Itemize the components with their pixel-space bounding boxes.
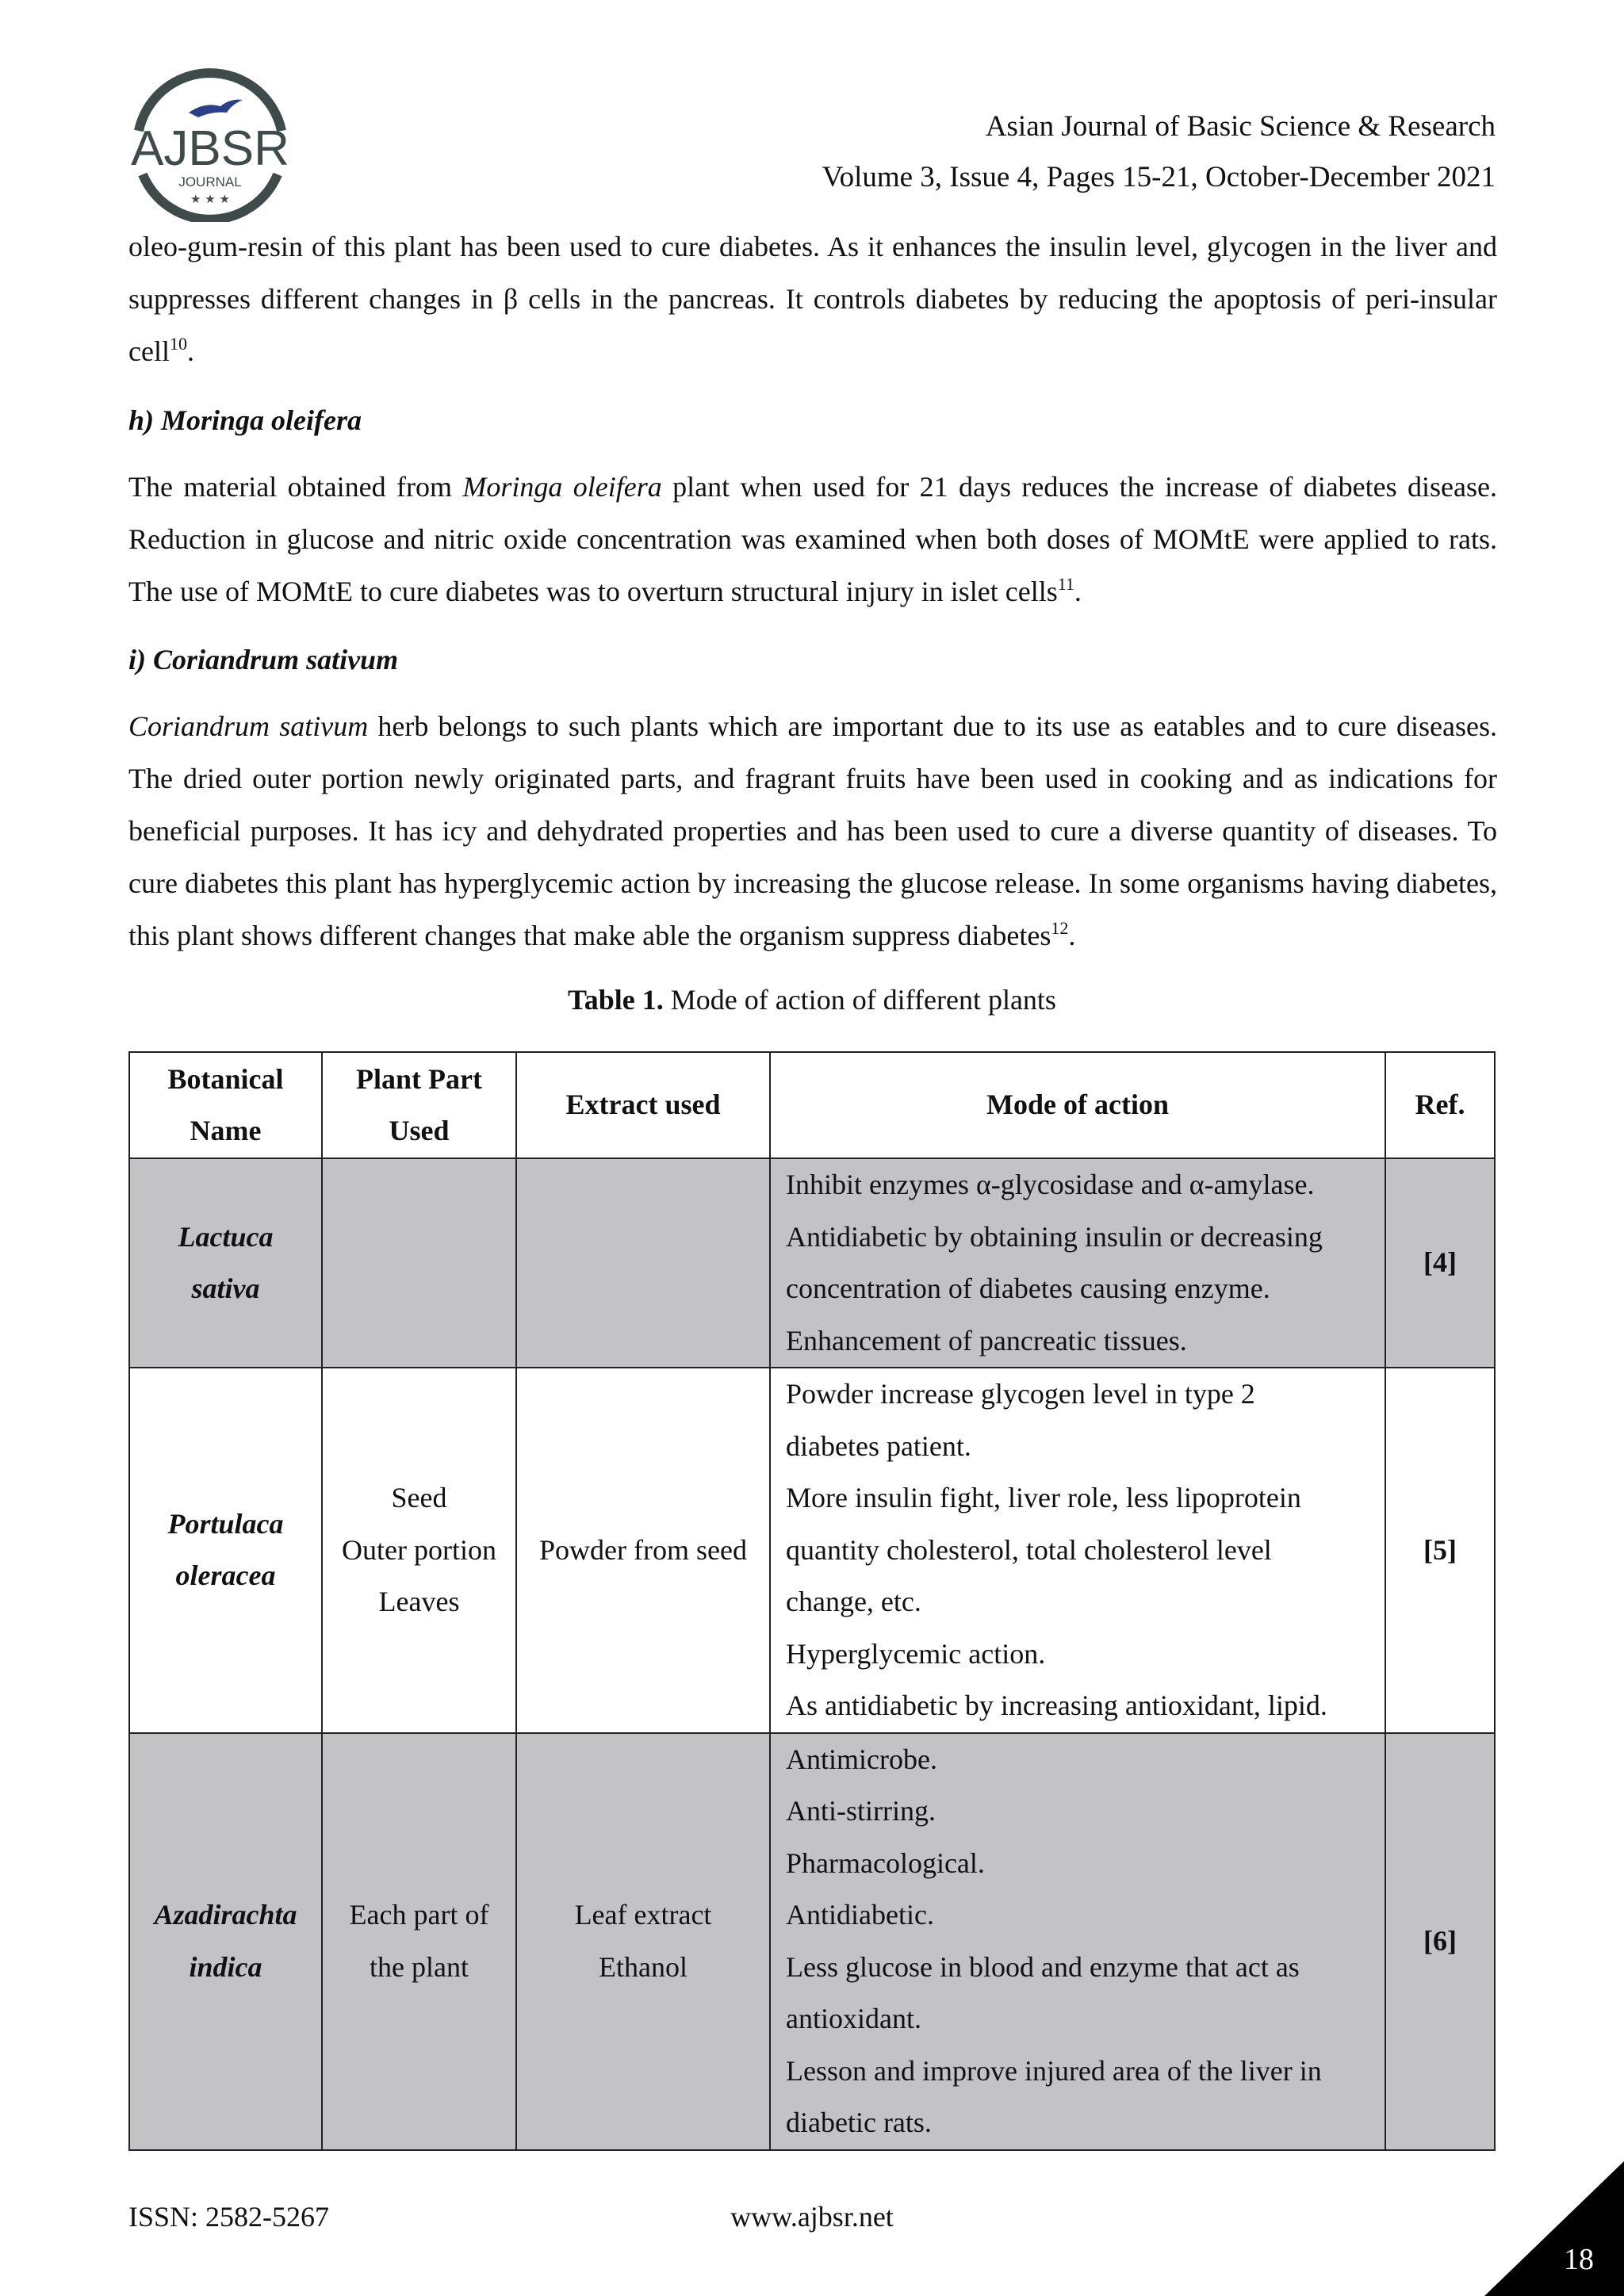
intro-text: oleo-gum-resin of this plant has been used to cure diabetes. As it enhances the insulin level, glycogen in the liver and suppresses different changes in β cells in the pancreas. It controls diabetes by reducing the apoptosis of peri-insular cell xyxy=(128,231,1497,367)
botanical-name-cell: Azadirachta indica xyxy=(129,1733,322,2150)
ref-cell: [4] xyxy=(1385,1158,1495,1368)
mode-cell: Antimicrobe. Anti-stirring. Pharmacological. Antidiabetic. Less glucose in blood and enzyme that act as antioxidant. Lesson and improve injured area of the liver in diabetic rats. xyxy=(770,1733,1385,2150)
extract-cell: Powder from seed xyxy=(516,1368,770,1733)
ref-cell: [5] xyxy=(1385,1368,1495,1733)
table-header-row xyxy=(129,1052,1495,1158)
mode-cell: Inhibit enzymes α-glycosidase and α-amylase. Antidiabetic by obtaining insulin or decreasing concentration of diabetes causing enzyme. Enhancement of pancreatic tissues. xyxy=(770,1158,1385,1368)
species-name: Moringa oleifera xyxy=(462,471,662,503)
table-row xyxy=(129,1368,1495,1733)
citation-ref: 11 xyxy=(1057,574,1074,594)
citation-ref: 10 xyxy=(169,334,187,354)
logo-text: AJBSR xyxy=(131,121,289,176)
plant-part-cell xyxy=(322,1158,516,1368)
botanical-name-cell: Lactuca sativa xyxy=(129,1158,322,1368)
page-corner-triangle xyxy=(1484,2161,1624,2296)
header-extract: Extract used xyxy=(516,1052,770,1158)
header-botanical-name: Botanical Name xyxy=(129,1052,322,1158)
header-ref: Ref. xyxy=(1385,1052,1495,1158)
intro-paragraph: oleo-gum-resin of this plant has been used to cure diabetes. As it enhances the insulin level, glycogen in the liver and suppresses different changes in β cells in the pancreas. It controls diabetes by reducing the apoptosis of peri-insular cell$^{10}$. xyxy=(128,231,1497,367)
table-caption: Table 1. Mode of action of different plants xyxy=(568,984,1056,1016)
extract-cell xyxy=(516,1158,770,1368)
journal-volume: Volume 3, Issue 4, Pages 15-21, October-December 2021 xyxy=(822,161,1496,193)
mode-of-action-table xyxy=(128,1051,1496,2151)
coriandrum-paragraph: Coriandrum sativum herb belongs to such plants which are important due to its use as eatables and to cure diseases. The dried outer portion newly originated parts, and fragrant fruits have been used in cooking and as indications for beneficial purposes. It has icy and dehydrated properties and has been used to cure a diverse quantity of diseases. To cure diabetes this plant has hyperglycemic action by increasing the glucose release. In some organisms having diabetes, this plant shows different changes that make able the organism suppress diabetes$^{12}$. xyxy=(128,710,1497,951)
section-heading-coriandrum: i) Coriandrum sativum xyxy=(128,644,399,675)
species-name: Coriandrum sativum xyxy=(128,710,369,742)
footer-url[interactable]: www.ajbsr.net xyxy=(730,2201,894,2233)
mode-cell: Powder increase glycogen level in type 2 diabetes patient. More insulin fight, liver role, less lipoprotein quantity cholesterol, total cholesterol level change, etc. Hyperglycemic action. As antidiabetic by increasing antioxidant, lipid. xyxy=(770,1368,1385,1733)
bird-icon xyxy=(189,100,243,117)
logo-stars: ★ ★ ★ xyxy=(190,192,230,206)
table-row xyxy=(129,1158,1495,1368)
footer-issn: ISSN: 2582-5267 xyxy=(128,2201,330,2233)
citation-ref: 12 xyxy=(1051,918,1069,938)
logo-subtext: JOURNAL xyxy=(178,174,242,189)
table-row xyxy=(129,1733,1495,2150)
moringa-paragraph: The material obtained from Moringa oleifera plant when used for 21 days reduces the increase of diabetes disease. Reduction in glucose and nitric oxide concentration was examined when both doses of MOMtE were applied to rats. The use of MOMtE to cure diabetes was to overturn structural injury in islet cells$^{11}$. xyxy=(128,471,1497,607)
plant-part-cell: Each part of the plant xyxy=(322,1733,516,2150)
extract-cell: Leaf extract Ethanol xyxy=(516,1733,770,2150)
page-number: 18 xyxy=(1564,2243,1594,2276)
journal-title: Asian Journal of Basic Science & Research xyxy=(985,110,1496,143)
plant-part-cell: Seed Outer portion Leaves xyxy=(322,1368,516,1733)
ref-cell: [6] xyxy=(1385,1733,1495,2150)
journal-logo xyxy=(119,63,301,222)
botanical-name-cell: Portulaca oleracea xyxy=(129,1368,322,1733)
section-heading-moringa: h) Moringa oleifera xyxy=(128,404,362,436)
header-mode: Mode of action xyxy=(770,1052,1385,1158)
header-plant-part: Plant Part Used xyxy=(322,1052,516,1158)
